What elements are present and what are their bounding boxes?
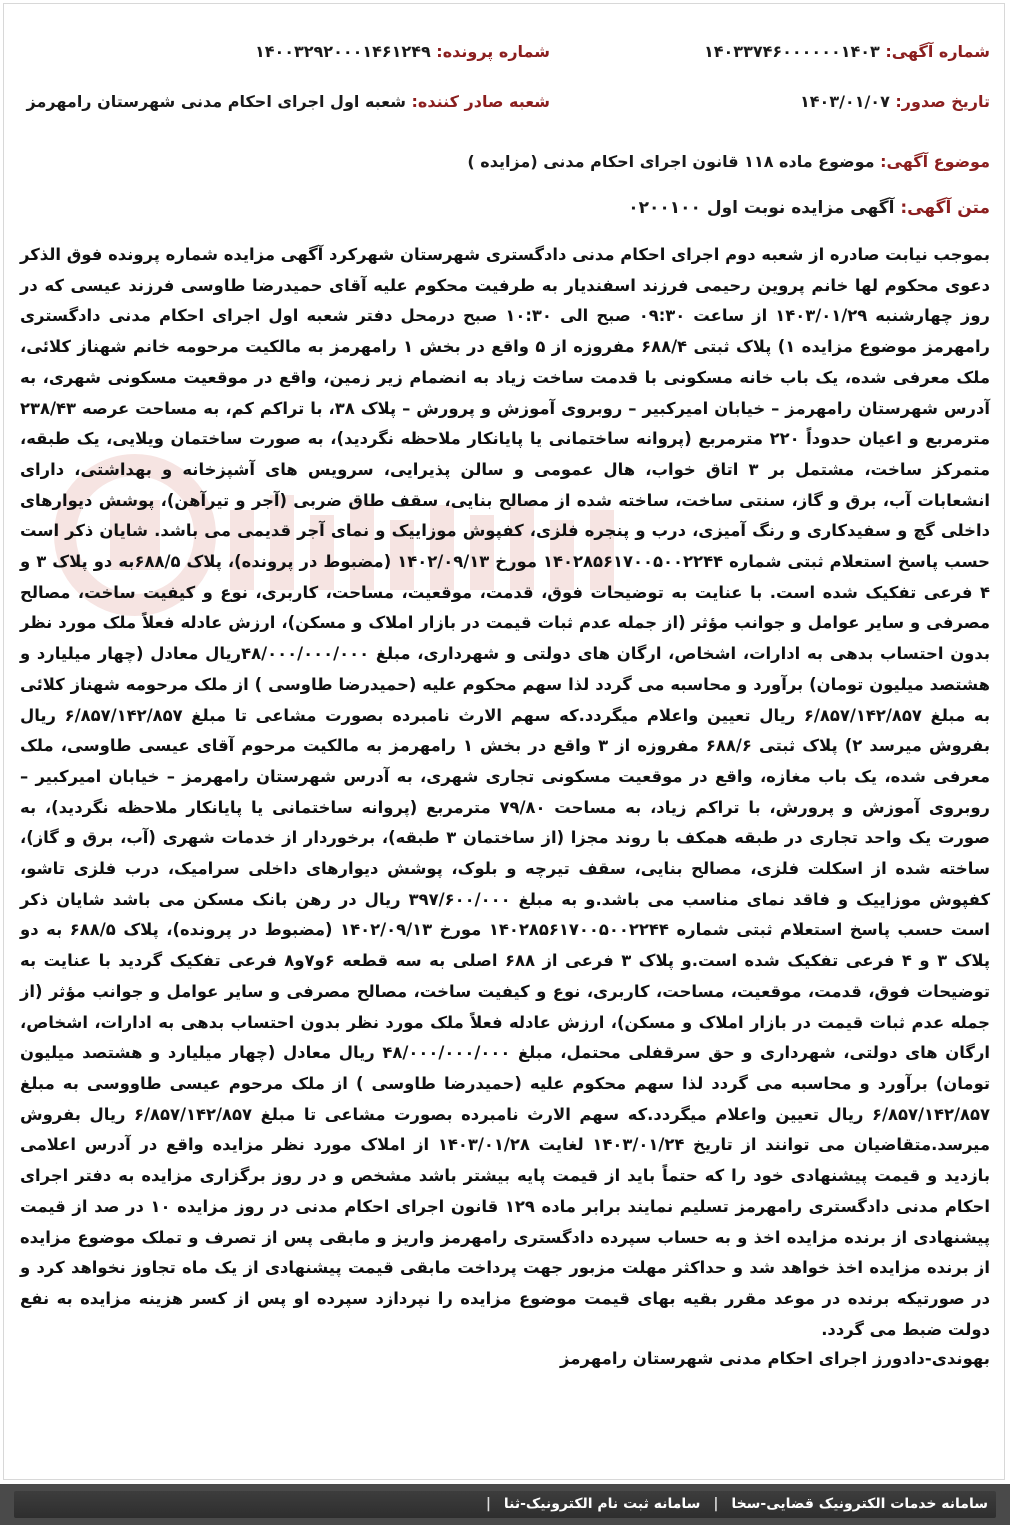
case-number-row (255, 42, 550, 61)
footer-links-bar (14, 1491, 996, 1518)
case-number-label: شماره پرونده: (436, 42, 550, 61)
issuer-label: شعبه صادر کننده: (411, 92, 550, 111)
issue-date-value: ۱۴۰۳/۰۱/۰۷ (800, 92, 890, 111)
footer-separator-end: | (485, 1496, 491, 1512)
signature: بهوندی-دادورز اجرای احکام مدنی شهرستان رامهرمز (560, 1349, 990, 1368)
ad-number-row (704, 42, 990, 61)
subject-value: موضوع ماده ۱۱۸ قانون اجرای احکام مدنی (مزایده ) (467, 152, 875, 171)
sakha-link[interactable]: سامانه خدمات الکترونیک قضایی-سخا (731, 1496, 988, 1512)
footer-separator: | (713, 1496, 719, 1512)
sana-link[interactable]: سامانه ثبت نام الکترونیک-ثنا (503, 1496, 701, 1512)
case-number-value: ۱۴۰۰۳۲۹۲۰۰۰۱۴۶۱۲۴۹ (254, 42, 431, 61)
footer (0, 1484, 1010, 1525)
ad-number-label: شماره آگهی: (885, 42, 990, 61)
subject-row (467, 152, 990, 171)
ad-body-text: بموجب نیابت صادره از شعبه دوم اجرای احکام مدنی دادگستری شهرستان شهرکرد آگهی مزایده شماره پرونده فوق الذکر دعوی محکوم لها خانم پروین رحیمی فرزند اسفندیار به طرفیت محکوم علیه آقای حمیدرضا طاوسی فرزند عیسی که در روز چهارشنبه ۱۴۰۳/۰۱/۲۹ از ساعت ۰۹:۳۰ صبح الی ۱۰:۳۰ صبح درمحل دفتر شعبه اول اجرای احکام مدنی دادگستری رامهرمز موضوع مزایده ۱) پلاک ثبتی ۶۸۸/۴ مفروزه از ۵ واقع در بخش ۱ رامهرمز به مالکیت مرحومه خانم شهناز کلائی، ملک معرفی شده، یک باب خانه مسکونی با قدمت ساخت زیاد به انضمام زیر زمین، واقع در موقعیت مسکونی شهری، به آدرس شهرستان رامهرمز – خیابان امیرکبیر – روبروی آموزش و پرورش – پلاک ۳۸، با تراکم کم، به مساحت عرصه ۲۳۸/۴۳ مترمربع و اعیان حدوداً ۲۲۰ مترمربع (پروانه ساختمانی یا پایانکار ملاحظه نگردید)، به صورت ساختمان ویلایی، یک طبقه، متمرکز ساخت، مشتمل بر ۳ اتاق خواب، هال عمومی و سالن پذیرایی، سرویس های آشپزخانه و بهداشتی، دارای انشعابات آب، برق و گاز، سنتی ساخت، ساخته شده از مصالح بنایی، سقف طاق ضربی (آجر و تیرآهن)، پوشش دیوارهای داخلی گچ و سفیدکاری و رنگ آمیزی، درب و پنجره فلزی، کفپوش موزاییک و نمای آجر قدیمی می باشد. شایان ذکر است حسب پاسخ استعلام ثبتی شماره ۱۴۰۲۸۵۶۱۷۰۰۵۰۰۲۲۴۴ مورخ ۱۴۰۲/۰۹/۱۳ (مضبوط در پرونده)، پلاک ۶۸۸/۵به دو پلاک ۳ و ۴ فرعی تفکیک شده است. با عنایت به توضیحات فوق، قدمت، موقعیت، مساحت، کاربری، نوع و کیفیت ساخت، مصالح مصرفی و سایر عوامل و جوانب مؤثر (از جمله عدم ثبات قیمت در بازار املاک و مسکن)، ارزش عادله فعلاً ملک مورد نظر بدون احتساب بدهی به ادارات، اشخاص، ارگان های دولتی و شهرداری، مبلغ ۴۸/۰۰۰/۰۰۰/۰۰۰ریال معادل (چهار میلیارد و هشتصد میلیون تومان) برآورد و محاسبه می گردد لذا سهم محکوم علیه (حمیدرضا طاوسی ) از ملک مرحومه شهناز کلائی به مبلغ ۶/۸۵۷/۱۴۲/۸۵۷ ریال تعیین واعلام میگردد.که سهم الارث نامبرده بصورت مشاعی تا مبلغ ۶/۸۵۷/۱۴۲/۸۵۷ ریال بفروش میرسد ۲) پلاک ثبتی ۶۸۸/۶ مفروزه از ۳ واقع در بخش ۱ رامهرمز به مالکیت مرحوم آقای عیسی طاوسی، ملک معرفی شده، یک باب مغازه، واقع در موقعیت مسکونی تجاری شهری، به آدرس شهرستان رامهرمز – خیابان امیرکبیر – روبروی آموزش و پرورش، با تراکم زیاد، به مساحت ۷۹/۸۰ مترمربع (پروانه ساختمانی یا پایانکار ملاحظه نگردید)، به صورت یک واحد تجاری در طبقه همکف با روند مجزا (از ساختمان ۳ طبقه)، برخوردار از خدمات شهری (آب، برق و گاز)، ساخته شده از اسکلت فلزی، مصالح بنایی، سقف تیرچه و بلوک، پوشش دیوارهای داخلی سرامیک، درب فلزی تاشو، کفپوش موزاییک و فاقد نمای مناسب می باشد.و به مبلغ ۳۹۷/۶۰۰/۰۰۰ ریال در رهن بانک مسکن می باشد شایان ذکر است حسب پاسخ استعلام ثبتی شماره ۱۴۰۲۸۵۶۱۷۰۰۵۰۰۲۲۴۴ مورخ ۱۴۰۲/۰۹/۱۳ (مضبوط در پرونده)، پلاک ۶۸۸/۵ به دو پلاک ۳ و ۴ فرعی تفکیک شده است.و پلاک ۳ فرعی از ۶۸۸ اصلی به سه قطعه ۶و۷و۸ فرعی تفکیک گردید با عنایت به توضیحات فوق، قدمت، موقعیت، مساحت، کاربری، نوع و کیفیت ساخت، مصالح مصرفی و سایر عوامل و جوانب مؤثر (از جمله عدم ثبات قیمت در بازار املاک و مسکن)، ارزش عادله فعلاً ملک مورد نظر بدون احتساب بدهی به ادارات، اشخاص، ارگان های دولتی، شهرداری و حق سرقفلی محتمل، مبلغ ۴۸/۰۰۰/۰۰۰/۰۰۰ ریال معادل (چهار میلیارد و هشتصد میلیون تومان) برآورد و محاسبه می گردد لذا سهم محکوم علیه (حمیدرضا طاوسی ) از ملک مرحوم عیسی طاووسی به مبلغ ۶/۸۵۷/۱۴۲/۸۵۷ ریال تعیین واعلام میگردد.که سهم الارث نامبرده بصورت مشاعی تا مبلغ ۶/۸۵۷/۱۴۲/۸۵۷ ریال بفروش میرسد.متقاضیان می توانند از تاریخ ۱۴۰۳/۰۱/۲۴ لغایت ۱۴۰۳/۰۱/۲۸ از املاک مورد نظر مزایده واقع در آدرس اعلامی بازدید و قیمت پیشنهادی خود را که حتماً باید از قیمت پایه بیشتر باشد مشخص و در روز برگزاری مزایده به دفتر اجرای احکام مدنی دادگستری رامهرمز تسلیم نمایند برابر ماده ۱۲۹ قانون اجرای احکام مدنی در روز مزایده ۱۰ در صد از قیمت پیشنهادی از برنده مزایده اخذ و به حساب سپرده دادگستری رامهرمز واریز و مابقی پس از تصرف و تملک موضوع مزایده از برنده مزایده اخذ خواهد شد و حداکثر مهلت مزبور جهت پرداخت مابقی قیمت پیشنهادی از یک ماه تجاوز نخواهد کرد و در صورتیکه برنده در موعد مقرر بقیه بهای قیمت موضوع مزایده را نپردازد سپرده او پس از کسر هزینه مزایده به نفع دولت ضبط می گردد. (20, 245, 991, 1339)
issuer-value: شعبه اول اجرای احکام مدنی شهرستان رامهرمز (26, 92, 406, 111)
issue-date-row (800, 92, 990, 111)
issue-date-label: تاریخ صدور: (895, 92, 990, 111)
issuer-row (27, 92, 550, 111)
text-label: متن آگهی: (900, 198, 990, 218)
ad-number-value: ۱۴۰۳۳۷۴۶۰۰۰۰۰۰۱۴۰۳ (704, 42, 880, 61)
text-title: آگهی مزایده نوبت اول ۰۲۰۰۱۰۰ (628, 198, 895, 218)
subject-label: موضوع آگهی: (880, 152, 990, 171)
text-title-row (628, 198, 990, 218)
